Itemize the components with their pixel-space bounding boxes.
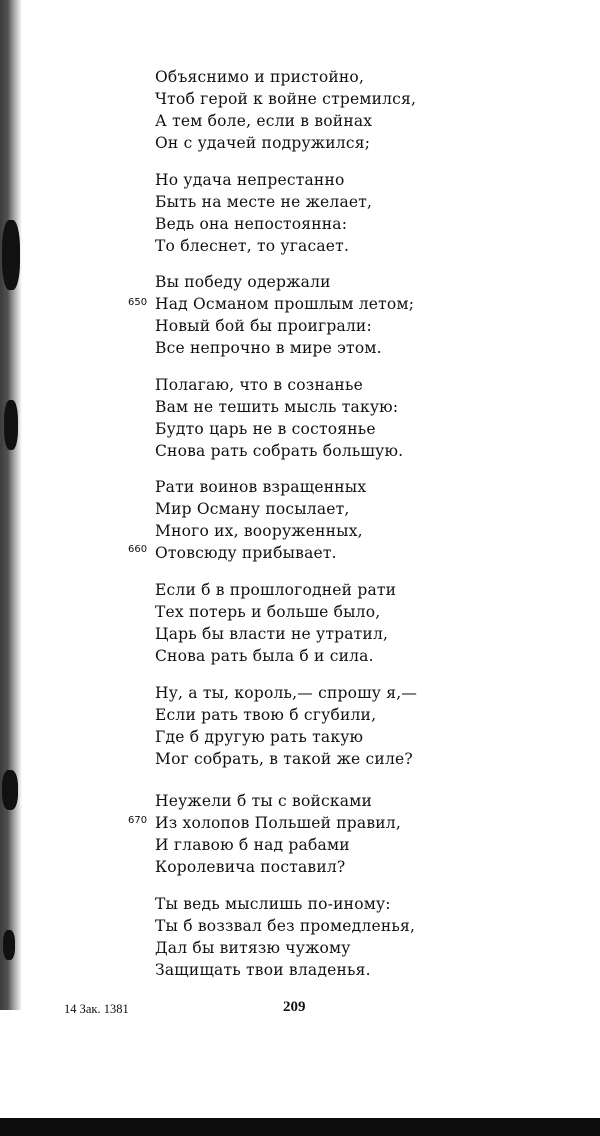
scan-blot <box>4 400 18 450</box>
verse-line: Где б другую рать такую <box>155 728 364 746</box>
verse-line: Все непрочно в мире этом. <box>155 339 382 357</box>
scan-bottom-border <box>0 1118 600 1136</box>
verse-line: А тем боле, если в войнах <box>155 112 373 130</box>
line-number-670: 670 <box>128 815 148 826</box>
verse-line: Тех потерь и больше было, <box>155 603 381 621</box>
stanza <box>155 66 535 154</box>
verse-line: Но удача непрестанно <box>155 171 345 189</box>
printing-signature: 14 Зак. 1381 <box>64 1002 129 1016</box>
verse-line: Ну, а ты, король,— спрошу я,— <box>155 684 418 702</box>
stanza <box>155 374 535 462</box>
verse-line: Защищать твои владенья. <box>155 961 371 979</box>
page-number: 209 <box>283 999 306 1015</box>
verse-line: Если б в прошлогодней рати <box>155 581 397 599</box>
verse-line: Много их, вооруженных, <box>155 522 363 540</box>
verse-line: Вы победу одержали <box>155 273 331 291</box>
verse-line: Снова рать собрать большую. <box>155 442 404 460</box>
verse-line: Будто царь не в состоянье <box>155 420 376 438</box>
stanza <box>155 476 535 564</box>
verse-line: Ты б воззвал без промедленья, <box>155 917 416 935</box>
verse-line: Королевича поставил? <box>155 858 346 876</box>
verse-line: И главою б над рабами <box>155 836 350 854</box>
verse-line: Чтоб герой к войне стремился, <box>155 90 417 108</box>
verse-line: Быть на месте не желает, <box>155 193 373 211</box>
line-number-650: 650 <box>128 297 148 308</box>
line-number-660: 660 <box>128 544 148 555</box>
verse-line: Вам не тешить мысль такую: <box>155 398 399 416</box>
verse-line: Отовсюду прибывает. <box>155 544 337 562</box>
verse-line: Полагаю, что в сознанье <box>155 376 363 394</box>
verse-line: Если рать твою б сгубили, <box>155 706 377 724</box>
scan-blot <box>3 930 15 960</box>
verse-line: Рати воинов взращенных <box>155 478 367 496</box>
verse-line: Ведь она непостоянна: <box>155 215 348 233</box>
verse-line: Неужели б ты с войсками <box>155 792 373 810</box>
verse-line: Дал бы витязю чужому <box>155 939 351 957</box>
verse-line: Царь бы власти не утратил, <box>155 625 389 643</box>
stanza <box>155 682 535 770</box>
stanza <box>155 893 535 981</box>
stanza <box>155 790 535 878</box>
stanza <box>155 579 535 667</box>
verse-line: Мир Осману посылает, <box>155 500 350 518</box>
verse-line: Ты ведь мыслишь по-иному: <box>155 895 391 913</box>
scanned-page-edge <box>0 0 22 1010</box>
verse-line: Объяснимо и пристойно, <box>155 68 365 86</box>
verse-line: То блеснет, то угасает. <box>155 237 350 255</box>
verse-line: Снова рать была б и сила. <box>155 647 374 665</box>
verse-line: Новый бой бы проиграли: <box>155 317 372 335</box>
stanza <box>155 169 535 257</box>
scan-blot <box>2 770 18 810</box>
verse-line: Он с удачей подружился; <box>155 134 371 152</box>
verse-line: Из холопов Польшей правил, <box>155 814 401 832</box>
stanza <box>155 271 535 359</box>
scan-blot <box>2 220 20 290</box>
verse-line: Мог собрать, в такой же силе? <box>155 750 413 768</box>
verse-line: Над Османом прошлым летом; <box>155 295 415 313</box>
